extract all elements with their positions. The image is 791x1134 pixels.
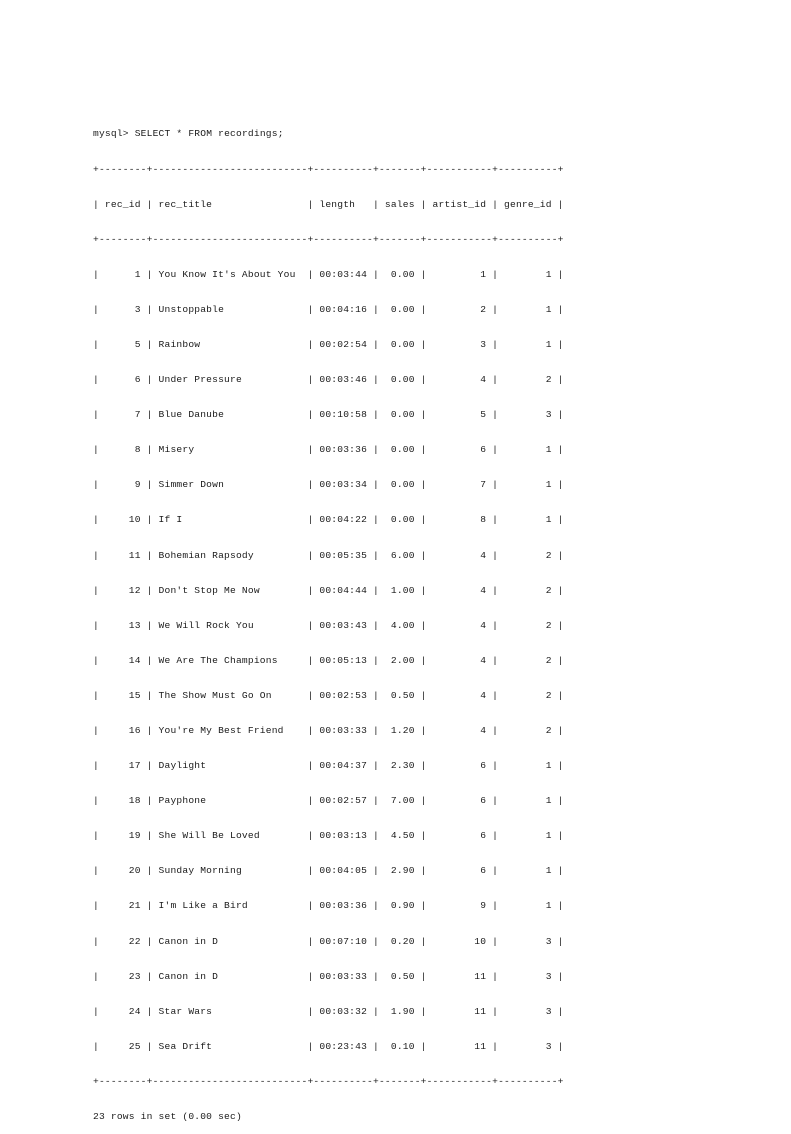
table-row: | 6 | Under Pressure | 00:03:46 | 0.00 | 4 | 2 | xyxy=(93,374,564,386)
sql-command: SELECT * FROM recordings; xyxy=(134,128,284,140)
table-row: | 1 | You Know It's About You | 00:03:44 | 0.00 | 1 | 1 | xyxy=(93,268,564,280)
table-row: | 24 | Star Wars | 00:03:32 | 1.90 | 11 | 3 | xyxy=(93,1005,564,1017)
result-summary: 23 rows in set (0.00 sec) xyxy=(93,1111,242,1123)
table-row: | 14 | We Are The Champions | 00:05:13 | 2.00 | 4 | 2 | xyxy=(93,654,564,666)
table-row: | 10 | If I | 00:04:22 | 0.00 | 8 | 1 | xyxy=(93,514,564,526)
table-row: | 15 | The Show Must Go On | 00:02:53 | 0.50 | 4 | 2 | xyxy=(93,689,564,701)
table-row: | 18 | Payphone | 00:02:57 | 7.00 | 6 | 1 | xyxy=(93,795,564,807)
table-row: | 21 | I'm Like a Bird | 00:03:36 | 0.90 | 9 | 1 | xyxy=(93,900,564,912)
table-row: | 20 | Sunday Morning | 00:04:05 | 2.90 | 6 | 1 | xyxy=(93,865,564,877)
table-header: | rec_id | rec_title | length | sales | artist_id | genre_id | xyxy=(93,198,564,210)
mysql-prompt: mysql> xyxy=(93,128,129,140)
table-row: | 25 | Sea Drift | 00:23:43 | 0.10 | 11 | 3 | xyxy=(93,1040,564,1052)
table-row: | 17 | Daylight | 00:04:37 | 2.30 | 6 | 1 | xyxy=(93,760,564,772)
table-border-bottom: +--------+--------------------------+----------+-------+-----------+----------+ xyxy=(93,1075,564,1087)
table-row: | 22 | Canon in D | 00:07:10 | 0.20 | 10 | 3 | xyxy=(93,935,564,947)
table-row: | 19 | She Will Be Loved | 00:03:13 | 4.50 | 6 | 1 | xyxy=(93,830,564,842)
table-row: | 7 | Blue Danube | 00:10:58 | 0.00 | 5 | 3 | xyxy=(93,409,564,421)
table-row: | 9 | Simmer Down | 00:03:34 | 0.00 | 7 | 1 | xyxy=(93,479,564,491)
command-line xyxy=(93,128,564,140)
table-row: | 13 | We Will Rock You | 00:03:43 | 4.00 | 4 | 2 | xyxy=(93,619,564,631)
table-row: | 11 | Bohemian Rapsody | 00:05:35 | 6.00 | 4 | 2 | xyxy=(93,549,564,561)
table-row: | 23 | Canon in D | 00:03:33 | 0.50 | 11 | 3 | xyxy=(93,970,564,982)
table-row: | 3 | Unstoppable | 00:04:16 | 0.00 | 2 | 1 | xyxy=(93,303,564,315)
table-row: | 5 | Rainbow | 00:02:54 | 0.00 | 3 | 1 | xyxy=(93,338,564,350)
terminal-output xyxy=(93,105,564,1134)
table-row: | 12 | Don't Stop Me Now | 00:04:44 | 1.00 | 4 | 2 | xyxy=(93,584,564,596)
table-row: | 16 | You're My Best Friend | 00:03:33 | 1.20 | 4 | 2 | xyxy=(93,725,564,736)
table-row: | 8 | Misery | 00:03:36 | 0.00 | 6 | 1 | xyxy=(93,444,564,456)
table-border-top: +--------+--------------------------+----------+-------+-----------+----------+ xyxy=(93,163,564,175)
table-border-header: +--------+--------------------------+----------+-------+-----------+----------+ xyxy=(93,233,564,245)
